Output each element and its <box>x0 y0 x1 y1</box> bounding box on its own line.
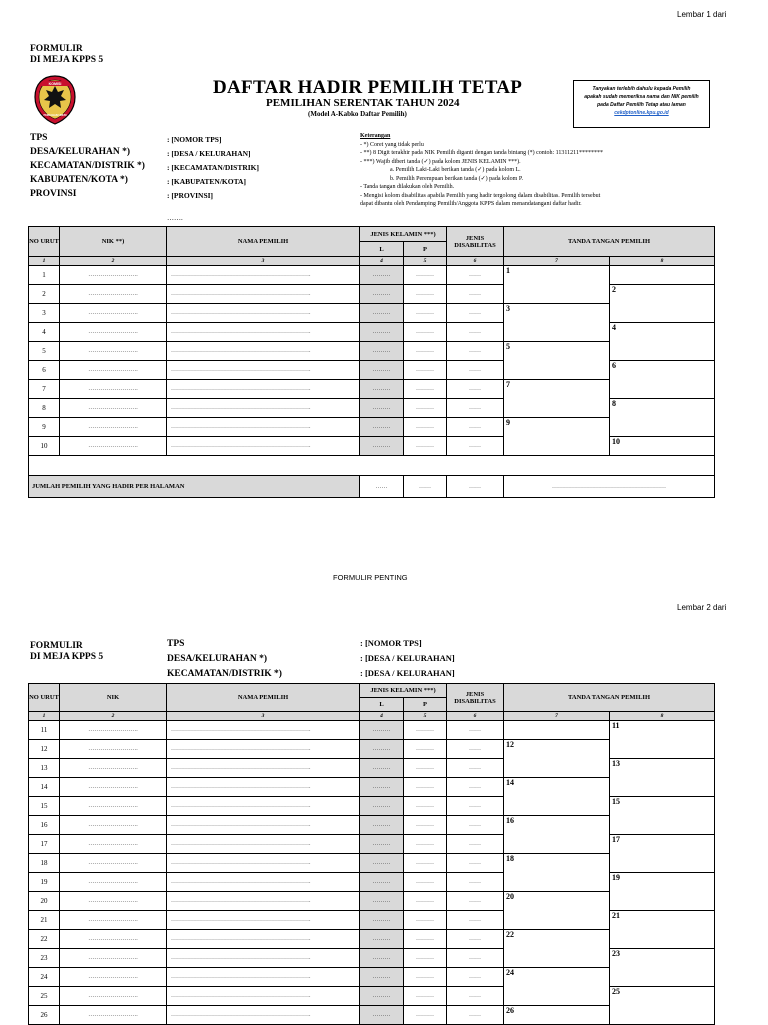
nama-cell[interactable]: ……………………………………………………………. <box>167 930 360 949</box>
ket-line: a. Pemilih Laki-Laki berikan tanda (✓) pada kolom L. <box>390 167 521 173</box>
col-header-jk: JENIS KELAMIN ***) <box>360 227 447 242</box>
row-no: 5 <box>29 342 60 361</box>
jk-l-cell[interactable]: ……… <box>360 835 404 854</box>
disabilitas-cell[interactable]: …… <box>447 892 504 911</box>
jk-l-cell[interactable]: ……… <box>360 873 404 892</box>
nama-cell[interactable]: ……………………………………………………………. <box>167 1006 360 1025</box>
disabilitas-cell[interactable]: …… <box>447 797 504 816</box>
signature-cell[interactable]: 6 <box>610 361 715 399</box>
row-no: 19 <box>29 873 60 892</box>
jk-l-cell[interactable]: ……… <box>360 930 404 949</box>
signature-cell[interactable]: 2 <box>610 285 715 323</box>
nik-cell[interactable]: ……………………. <box>60 361 167 380</box>
jk-p-cell[interactable]: ……… <box>404 266 447 285</box>
disabilitas-cell[interactable]: …… <box>447 304 504 323</box>
jk-l-cell[interactable]: ……… <box>360 721 404 740</box>
row-no: 1 <box>29 266 60 285</box>
nama-cell[interactable]: ……………………………………………………………. <box>167 418 360 437</box>
col-header-ttd: TANDA TANGAN PEMILIH <box>504 684 715 712</box>
row-no: 16 <box>29 816 60 835</box>
nik-cell[interactable]: ……………………. <box>60 778 167 797</box>
jk-p-cell[interactable]: ……… <box>404 304 447 323</box>
p2-info-label-tps: TPS <box>167 639 185 649</box>
ket-line: - **) 8 Digit terakhir pada NIK Pemilih diganti dengan tanda bintang (*) contoh: 11311211******** <box>360 150 603 156</box>
signature-cell[interactable]: 14 <box>504 778 610 816</box>
colnum: 2 <box>60 712 167 721</box>
row-no: 8 <box>29 399 60 418</box>
disabilitas-cell[interactable]: …… <box>447 854 504 873</box>
sum-ttd: ………………………………………………… <box>504 476 715 498</box>
info-value-tps: : [NOMOR TPS] <box>167 135 222 144</box>
table-row <box>29 285 715 304</box>
colnum: 4 <box>360 712 404 721</box>
nik-cell[interactable]: ……………………. <box>60 873 167 892</box>
nama-cell[interactable]: ……………………………………………………………. <box>167 437 360 456</box>
sum-label: JUMLAH PEMILIH YANG HADIR PER HALAMAN <box>29 476 360 498</box>
logo-text-bottom: PEMILIHAN UMUM <box>43 114 67 117</box>
row-no: 7 <box>29 380 60 399</box>
p2-info-value-tps: : [NOMOR TPS] <box>360 638 422 648</box>
middle-note: FORMULIR PENTING <box>333 573 408 582</box>
table-row <box>29 949 715 968</box>
jk-p-cell[interactable]: ……… <box>404 930 447 949</box>
p2-info-label-desa: DESA/KELURAHAN *) <box>167 654 268 664</box>
kpu-logo-icon <box>33 75 77 125</box>
nama-cell[interactable]: ……………………………………………………………. <box>167 892 360 911</box>
nama-cell[interactable]: ……………………………………………………………. <box>167 816 360 835</box>
row-no: 11 <box>29 721 60 740</box>
table-row <box>29 835 715 854</box>
col-header-nama: NAMA PEMILIH <box>167 227 360 257</box>
info-value-desa: : [DESA / KELURAHAN] <box>167 149 251 158</box>
nik-cell[interactable]: ……………………. <box>60 892 167 911</box>
colnum: 5 <box>404 257 447 266</box>
col-header-l: L <box>360 242 404 257</box>
nama-cell[interactable]: ……………………………………………………………. <box>167 304 360 323</box>
signature-cell[interactable]: 18 <box>504 854 610 892</box>
disabilitas-cell[interactable]: …… <box>447 873 504 892</box>
disabilitas-cell[interactable]: …… <box>447 437 504 456</box>
signature-blank <box>504 721 610 740</box>
disabilitas-cell[interactable]: …… <box>447 266 504 285</box>
signature-cell[interactable]: 24 <box>504 968 610 1006</box>
colnum: 6 <box>447 712 504 721</box>
signature-cell[interactable]: 22 <box>504 930 610 968</box>
nik-cell[interactable]: ……………………. <box>60 797 167 816</box>
signature-cell[interactable]: 26 <box>504 1006 610 1025</box>
disabilitas-cell[interactable]: …… <box>447 361 504 380</box>
form-line1: FORMULIR <box>30 44 83 54</box>
disabilitas-cell[interactable]: …… <box>447 1006 504 1025</box>
extra-dots: ……. <box>167 214 183 222</box>
nama-cell[interactable]: ……………………………………………………………. <box>167 721 360 740</box>
row-no: 17 <box>29 835 60 854</box>
row-no: 18 <box>29 854 60 873</box>
signature-cell[interactable]: 16 <box>504 816 610 854</box>
jk-l-cell[interactable]: ……… <box>360 304 404 323</box>
spacer-row <box>29 456 715 476</box>
jk-l-cell[interactable]: ……… <box>360 949 404 968</box>
signature-cell[interactable]: 17 <box>610 835 715 873</box>
nama-cell[interactable]: ……………………………………………………………. <box>167 342 360 361</box>
nik-cell[interactable]: ……………………. <box>60 399 167 418</box>
ket-line: - ***) Wajib diberi tanda (✓) pada kolom JENIS KELAMIN ***). <box>360 158 521 165</box>
col-header-nik: NIK **) <box>60 227 167 257</box>
signature-cell[interactable]: 23 <box>610 949 715 987</box>
nik-cell[interactable]: ……………………. <box>60 854 167 873</box>
row-no: 13 <box>29 759 60 778</box>
signature-cell[interactable]: 15 <box>610 797 715 835</box>
jk-l-cell[interactable]: ……… <box>360 740 404 759</box>
signature-cell[interactable]: 13 <box>610 759 715 797</box>
col-header-nama: NAMA PEMILIH <box>167 684 360 712</box>
jk-l-cell[interactable]: ……… <box>360 854 404 873</box>
disabilitas-cell[interactable]: …… <box>447 835 504 854</box>
col-header-ttd: TANDA TANGAN PEMILIH <box>504 227 715 257</box>
row-no: 20 <box>29 892 60 911</box>
row-no: 14 <box>29 778 60 797</box>
nama-cell[interactable]: ……………………………………………………………. <box>167 873 360 892</box>
jk-l-cell[interactable]: ……… <box>360 342 404 361</box>
model-label: (Model A-Kabko Daftar Pemilih) <box>308 110 407 118</box>
jk-l-cell[interactable]: ……… <box>360 1006 404 1025</box>
disabilitas-cell[interactable]: …… <box>447 285 504 304</box>
jk-l-cell[interactable]: ……… <box>360 759 404 778</box>
nama-cell[interactable]: ……………………………………………………………. <box>167 323 360 342</box>
row-no: 12 <box>29 740 60 759</box>
jk-l-cell[interactable]: ……… <box>360 797 404 816</box>
table-row <box>29 797 715 816</box>
ket-line: dapat dibantu oleh Pendamping Pemilih/Anggota KPPS dalam menandatangani daftar hadir. <box>360 201 582 207</box>
nama-cell[interactable]: ……………………………………………………………. <box>167 854 360 873</box>
info-value-kabupaten: : [KABUPATEN/KOTA] <box>167 177 246 186</box>
colnum: 4 <box>360 257 404 266</box>
signature-cell[interactable]: 4 <box>610 323 715 361</box>
page2-lembar: Lembar 2 dari <box>677 603 727 612</box>
notice-line2: apakah sudah memeriksa nama dan NIK pemilih <box>584 94 699 100</box>
form-line1: FORMULIR <box>30 641 83 651</box>
jk-p-cell[interactable]: ……… <box>404 911 447 930</box>
jk-p-cell[interactable]: ……… <box>404 835 447 854</box>
info-label-kabupaten: KABUPATEN/KOTA *) <box>30 175 128 185</box>
jk-l-cell[interactable]: ……… <box>360 323 404 342</box>
nik-cell[interactable]: ……………………. <box>60 835 167 854</box>
signature-cell[interactable]: 20 <box>504 892 610 930</box>
jk-l-cell[interactable]: ……… <box>360 285 404 304</box>
row-no: 10 <box>29 437 60 456</box>
table-row <box>29 399 715 418</box>
row-no: 3 <box>29 304 60 323</box>
disabilitas-cell[interactable]: …… <box>447 930 504 949</box>
table-row <box>29 437 715 456</box>
jk-p-cell[interactable]: ……… <box>404 759 447 778</box>
jk-p-cell[interactable]: ……… <box>404 399 447 418</box>
p2-info-value-desa: : [DESA / KELURAHAN] <box>360 653 455 663</box>
col-header-p: P <box>404 242 447 257</box>
jk-l-cell[interactable]: ……… <box>360 911 404 930</box>
info-label-tps: TPS <box>30 133 48 143</box>
row-no: 4 <box>29 323 60 342</box>
nama-cell[interactable]: ……………………………………………………………. <box>167 740 360 759</box>
nik-cell[interactable]: ……………………. <box>60 968 167 987</box>
table-row <box>29 759 715 778</box>
jk-l-cell[interactable]: ……… <box>360 778 404 797</box>
table-row <box>29 266 715 285</box>
sum-p: …… <box>404 476 447 498</box>
disabilitas-cell[interactable]: …… <box>447 968 504 987</box>
row-no: 2 <box>29 285 60 304</box>
attendance-table-page1 <box>28 226 715 498</box>
colnum: 3 <box>167 257 360 266</box>
table-row <box>29 873 715 892</box>
cekdpt-link[interactable]: cekdptonline.kpu.go.id <box>614 110 669 116</box>
colnum: 1 <box>29 257 60 266</box>
jk-p-cell[interactable]: ……… <box>404 892 447 911</box>
row-no: 9 <box>29 418 60 437</box>
jk-p-cell[interactable]: ……… <box>404 740 447 759</box>
jk-l-cell[interactable]: ……… <box>360 437 404 456</box>
row-no: 24 <box>29 968 60 987</box>
jk-p-cell[interactable]: ……… <box>404 437 447 456</box>
jk-p-cell[interactable]: ……… <box>404 1006 447 1025</box>
notice-line1: Tanyakan terlebih dahulu kepada Pemilih <box>592 86 691 92</box>
nama-cell[interactable]: ……………………………………………………………. <box>167 380 360 399</box>
jk-p-cell[interactable]: ……… <box>404 361 447 380</box>
row-no: 22 <box>29 930 60 949</box>
nik-cell[interactable]: ……………………. <box>60 266 167 285</box>
colnum: 1 <box>29 712 60 721</box>
sum-l: …… <box>360 476 404 498</box>
page2-form-label <box>30 641 103 663</box>
notice-line3: pada Daftar Pemilih Tetap atau laman <box>597 102 686 108</box>
jk-p-cell[interactable]: ……… <box>404 854 447 873</box>
disabilitas-cell[interactable]: …… <box>447 418 504 437</box>
jk-p-cell[interactable]: ……… <box>404 342 447 361</box>
nik-cell[interactable]: ……………………. <box>60 911 167 930</box>
nama-cell[interactable]: ……………………………………………………………. <box>167 911 360 930</box>
info-label-provinsi: PROVINSI <box>30 189 77 199</box>
jk-l-cell[interactable]: ……… <box>360 399 404 418</box>
row-no: 21 <box>29 911 60 930</box>
disabilitas-cell[interactable]: …… <box>447 759 504 778</box>
col-header-nik: NIK <box>60 684 167 712</box>
table-row <box>29 361 715 380</box>
col-header-l: L <box>360 698 404 712</box>
nik-cell[interactable]: ……………………. <box>60 816 167 835</box>
signature-cell[interactable]: 5 <box>504 342 610 380</box>
ket-line: - *) Coret yang tidak perlu <box>360 141 424 148</box>
nik-cell[interactable]: ……………………. <box>60 380 167 399</box>
jk-l-cell[interactable]: ……… <box>360 892 404 911</box>
row-no: 15 <box>29 797 60 816</box>
nik-cell[interactable]: ……………………. <box>60 437 167 456</box>
nik-cell[interactable]: ……………………. <box>60 1006 167 1025</box>
jk-p-cell[interactable]: ……… <box>404 873 447 892</box>
jk-l-cell[interactable]: ……… <box>360 418 404 437</box>
disabilitas-cell[interactable]: …… <box>447 342 504 361</box>
nik-cell[interactable]: ……………………. <box>60 721 167 740</box>
nama-cell[interactable]: ……………………………………………………………. <box>167 361 360 380</box>
page1-lembar: Lembar 1 dari <box>677 10 727 19</box>
nik-cell[interactable]: ……………………. <box>60 304 167 323</box>
jk-p-cell[interactable]: ……… <box>404 968 447 987</box>
ket-line: b. Pemilih Perempuan berikan tanda (✓) pada kolom P. <box>390 175 523 182</box>
row-no: 6 <box>29 361 60 380</box>
table-row <box>29 323 715 342</box>
nama-cell[interactable]: ……………………………………………………………. <box>167 266 360 285</box>
jk-l-cell[interactable]: ……… <box>360 380 404 399</box>
jk-p-cell[interactable]: ……… <box>404 285 447 304</box>
p2-info-label-kecamatan: KECAMATAN/DISTRIK *) <box>167 669 282 679</box>
disabilitas-cell[interactable]: …… <box>447 949 504 968</box>
jk-p-cell[interactable]: ……… <box>404 323 447 342</box>
col-header-jk: JENIS KELAMIN ***) <box>360 684 447 698</box>
disabilitas-cell[interactable]: …… <box>447 778 504 797</box>
colnum: 2 <box>60 257 167 266</box>
nik-cell[interactable]: ……………………. <box>60 740 167 759</box>
jk-p-cell[interactable]: ……… <box>404 778 447 797</box>
disabilitas-cell[interactable]: …… <box>447 816 504 835</box>
ket-line: - Mengisi kolom disabilitas apabila Pemilih yang hadir tergolong dalam disabilitas. Pemilih tersebut <box>360 192 601 199</box>
table-row <box>29 987 715 1006</box>
form-line2: DI MEJA KPPS 5 <box>30 652 104 662</box>
table-row <box>29 721 715 740</box>
disabilitas-cell[interactable]: …… <box>447 380 504 399</box>
jk-l-cell[interactable]: ……… <box>360 987 404 1006</box>
signature-cell[interactable]: 19 <box>610 873 715 911</box>
signature-cell[interactable]: 7 <box>504 380 610 418</box>
jk-p-cell[interactable]: ……… <box>404 418 447 437</box>
nik-cell[interactable]: ……………………. <box>60 930 167 949</box>
jk-l-cell[interactable]: ……… <box>360 816 404 835</box>
ket-line: - Tanda tangan dilakukan oleh Pemilih. <box>360 184 455 190</box>
info-label-kecamatan: KECAMATAN/DISTRIK *) <box>30 161 145 171</box>
jk-p-cell[interactable]: ……… <box>404 816 447 835</box>
jk-p-cell[interactable]: ……… <box>404 721 447 740</box>
nama-cell[interactable]: ……………………………………………………………. <box>167 778 360 797</box>
info-label-desa: DESA/KELURAHAN *) <box>30 147 131 157</box>
colnum: 6 <box>447 257 504 266</box>
col-header-disabilitas: JENIS DISABILITAS <box>447 227 504 257</box>
nama-cell[interactable]: ……………………………………………………………. <box>167 759 360 778</box>
col-header-p: P <box>404 698 447 712</box>
signature-cell[interactable]: 21 <box>610 911 715 949</box>
colnum: 8 <box>610 257 715 266</box>
page1-form-label <box>30 44 103 66</box>
form-line2: DI MEJA KPPS 5 <box>30 55 104 65</box>
nama-cell[interactable]: ……………………………………………………………. <box>167 285 360 304</box>
nik-cell[interactable]: ……………………. <box>60 949 167 968</box>
colnum: 8 <box>610 712 715 721</box>
jk-p-cell[interactable]: ……… <box>404 797 447 816</box>
sum-disabilitas: …… <box>447 476 504 498</box>
disabilitas-cell[interactable]: …… <box>447 911 504 930</box>
jk-p-cell[interactable]: ……… <box>404 380 447 399</box>
disabilitas-cell[interactable]: …… <box>447 740 504 759</box>
signature-cell[interactable]: 8 <box>610 399 715 437</box>
nik-cell[interactable]: ……………………. <box>60 323 167 342</box>
signature-cell[interactable]: 11 <box>610 721 715 759</box>
page-subtitle: PEMILIHAN SERENTAK TAHUN 2024 <box>266 97 460 109</box>
jk-l-cell[interactable]: ……… <box>360 266 404 285</box>
jk-p-cell[interactable]: ……… <box>404 949 447 968</box>
table-row <box>29 911 715 930</box>
nama-cell[interactable]: ……………………………………………………………. <box>167 835 360 854</box>
page-title: DAFTAR HADIR PEMILIH TETAP <box>213 77 523 98</box>
signature-cell[interactable]: 25 <box>610 987 715 1025</box>
logo-text-top: KOMISI <box>48 82 62 86</box>
signature-cell[interactable]: 12 <box>504 740 610 778</box>
col-header-disabilitas: JENIS DISABILITAS <box>447 684 504 712</box>
info-value-kecamatan: : [KECAMATAN/DISTRIK] <box>167 163 260 172</box>
keterangan-title: Keterangan <box>360 133 391 139</box>
nik-cell[interactable]: ……………………. <box>60 759 167 778</box>
row-no: 25 <box>29 987 60 1006</box>
nama-cell[interactable]: ……………………………………………………………. <box>167 987 360 1006</box>
signature-cell[interactable]: 1 <box>504 266 610 304</box>
keterangan-block <box>360 132 720 209</box>
nama-cell[interactable]: ……………………………………………………………. <box>167 797 360 816</box>
signature-cell[interactable]: 10 <box>610 437 715 456</box>
signature-cell[interactable]: 9 <box>504 418 610 456</box>
nama-cell[interactable]: ……………………………………………………………. <box>167 949 360 968</box>
row-no: 23 <box>29 949 60 968</box>
colnum: 7 <box>504 257 610 266</box>
jk-l-cell[interactable]: ……… <box>360 968 404 987</box>
disabilitas-cell[interactable]: …… <box>447 399 504 418</box>
nama-cell[interactable]: ……………………………………………………………. <box>167 968 360 987</box>
jk-p-cell[interactable]: ……… <box>404 987 447 1006</box>
sum-row <box>29 476 715 498</box>
disabilitas-cell[interactable]: …… <box>447 323 504 342</box>
colnum: 5 <box>404 712 447 721</box>
col-header-no: NO URUT <box>29 227 60 257</box>
nik-cell[interactable]: ……………………. <box>60 987 167 1006</box>
colnum: 3 <box>167 712 360 721</box>
disabilitas-cell[interactable]: …… <box>447 987 504 1006</box>
nik-cell[interactable]: ……………………. <box>60 342 167 361</box>
signature-cell[interactable]: 3 <box>504 304 610 342</box>
nama-cell[interactable]: ……………………………………………………………. <box>167 399 360 418</box>
jk-l-cell[interactable]: ……… <box>360 361 404 380</box>
p2-info-value-kecamatan: : [DESA / KELURAHAN] <box>360 668 455 678</box>
col-header-no: NO URUT <box>29 684 60 712</box>
notice-box <box>573 80 710 128</box>
info-value-provinsi: : [PROVINSI] <box>167 191 214 200</box>
disabilitas-cell[interactable]: …… <box>447 721 504 740</box>
attendance-table-page2 <box>28 683 715 1025</box>
row-no: 26 <box>29 1006 60 1025</box>
colnum: 7 <box>504 712 610 721</box>
nik-cell[interactable]: ……………………. <box>60 285 167 304</box>
signature-blank <box>610 266 715 285</box>
nik-cell[interactable]: ……………………. <box>60 418 167 437</box>
